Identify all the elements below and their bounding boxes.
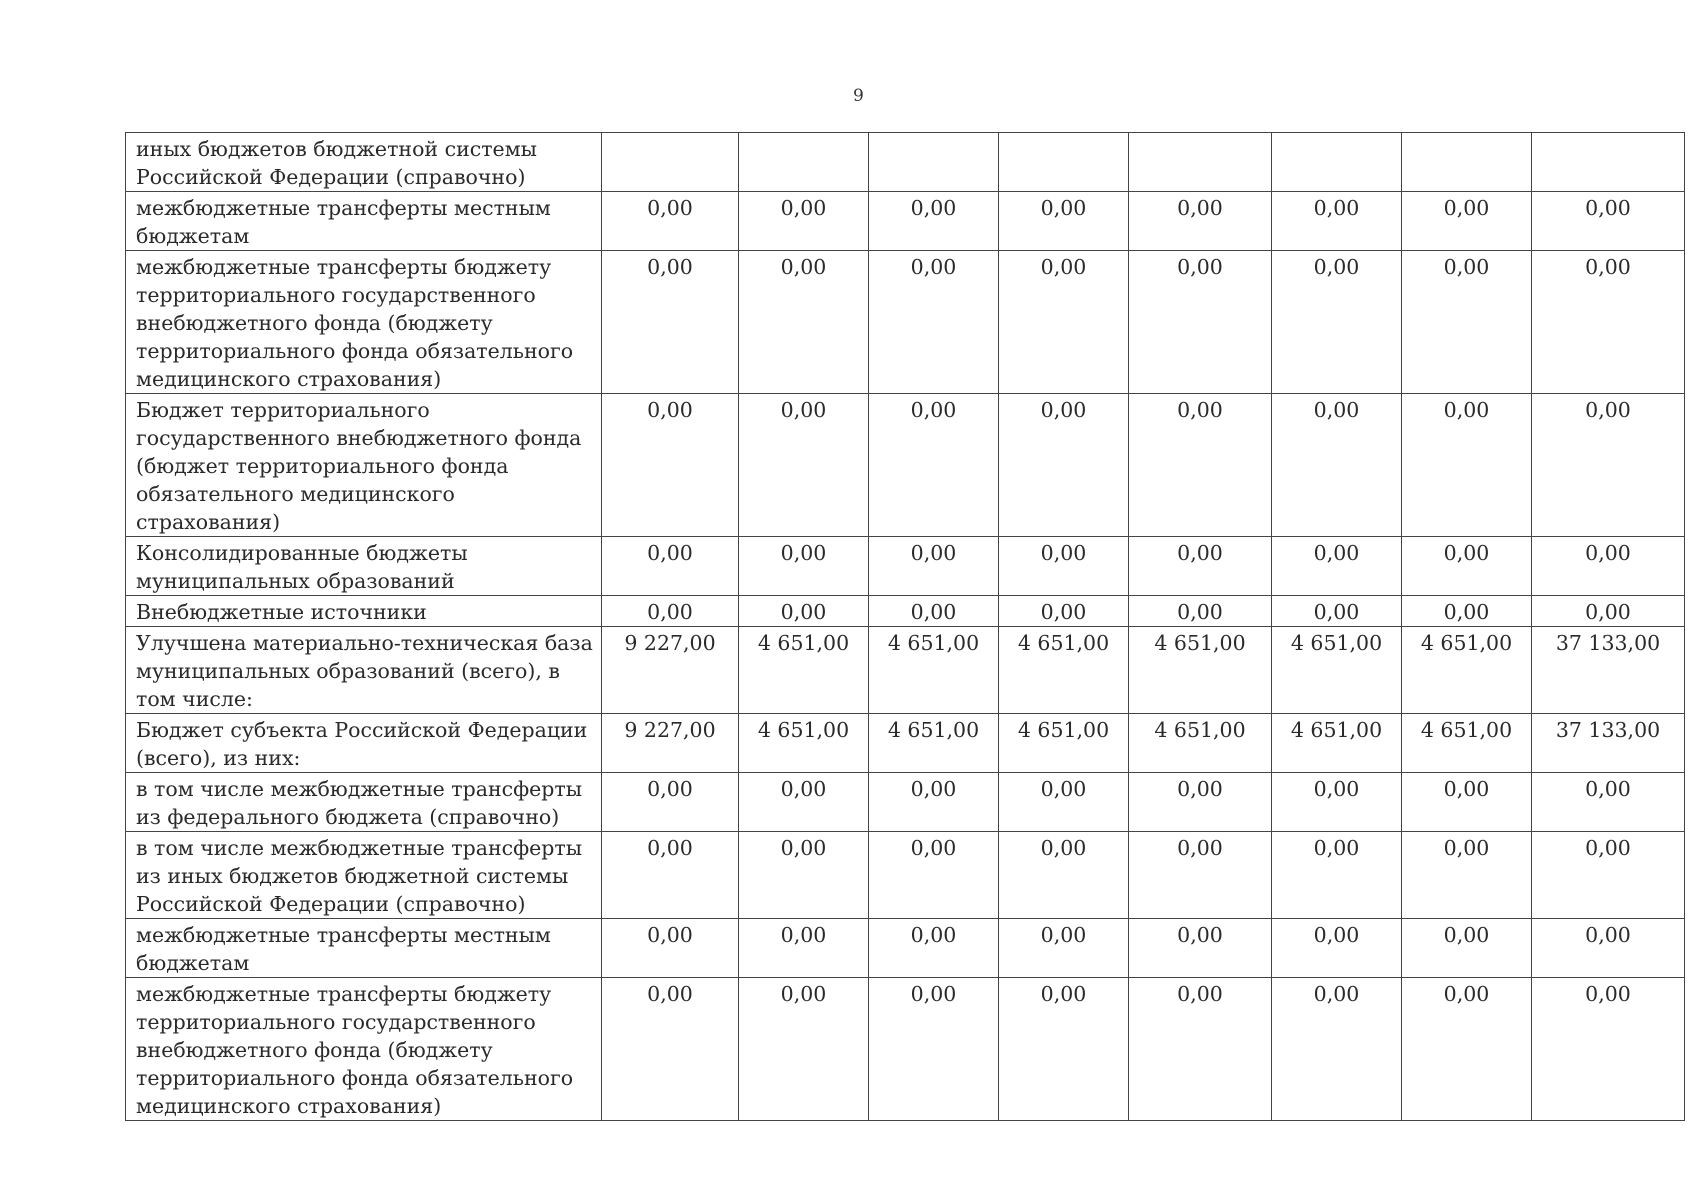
value-cell: 0,00 <box>739 537 869 596</box>
value-cell: 0,00 <box>602 537 739 596</box>
value-cell: 4 651,00 <box>1129 627 1272 714</box>
row-label: в том числе межбюджетные трансферты из иных бюджетов бюджетной системы Российской Федерации (справочно) <box>126 832 602 919</box>
value-cell: 0,00 <box>869 251 999 394</box>
value-cell: 37 133,00 <box>1532 627 1685 714</box>
value-cell: 0,00 <box>1402 251 1532 394</box>
value-cell: 0,00 <box>1129 596 1272 627</box>
value-cell <box>869 133 999 192</box>
value-cell: 0,00 <box>739 978 869 1121</box>
value-cell: 0,00 <box>999 251 1129 394</box>
value-cell: 0,00 <box>1532 773 1685 832</box>
value-cell: 0,00 <box>999 978 1129 1121</box>
value-cell: 0,00 <box>1532 537 1685 596</box>
value-cell: 0,00 <box>1532 192 1685 251</box>
value-cell: 9 227,00 <box>602 714 739 773</box>
row-label: в том числе межбюджетные трансферты из федерального бюджета (справочно) <box>126 773 602 832</box>
value-cell: 0,00 <box>739 251 869 394</box>
value-cell: 0,00 <box>869 978 999 1121</box>
value-cell: 0,00 <box>1402 773 1532 832</box>
value-cell: 0,00 <box>1272 832 1402 919</box>
value-cell: 0,00 <box>1402 832 1532 919</box>
value-cell: 0,00 <box>739 919 869 978</box>
value-cell: 0,00 <box>1129 978 1272 1121</box>
value-cell: 0,00 <box>1532 919 1685 978</box>
row-label: Консолидированные бюджеты муниципальных образований <box>126 537 602 596</box>
value-cell: 0,00 <box>999 394 1129 537</box>
value-cell: 0,00 <box>1272 192 1402 251</box>
value-cell <box>1532 133 1685 192</box>
value-cell: 4 651,00 <box>739 714 869 773</box>
value-cell: 0,00 <box>602 394 739 537</box>
value-cell: 0,00 <box>1532 832 1685 919</box>
value-cell: 0,00 <box>739 832 869 919</box>
value-cell: 0,00 <box>999 773 1129 832</box>
value-cell: 0,00 <box>739 773 869 832</box>
value-cell: 0,00 <box>869 596 999 627</box>
value-cell: 4 651,00 <box>869 714 999 773</box>
value-cell: 0,00 <box>869 192 999 251</box>
value-cell: 0,00 <box>869 832 999 919</box>
value-cell: 0,00 <box>1272 537 1402 596</box>
row-label: Бюджет территориального государственного внебюджетного фонда (бюджет территориального фонда обязательного медицинского страхования) <box>126 394 602 537</box>
value-cell: 4 651,00 <box>1272 714 1402 773</box>
value-cell: 0,00 <box>1129 832 1272 919</box>
value-cell: 0,00 <box>1532 596 1685 627</box>
value-cell: 0,00 <box>1272 251 1402 394</box>
value-cell: 0,00 <box>1129 192 1272 251</box>
value-cell: 0,00 <box>869 919 999 978</box>
value-cell: 4 651,00 <box>1402 627 1532 714</box>
value-cell <box>1129 133 1272 192</box>
value-cell: 0,00 <box>602 251 739 394</box>
value-cell <box>1272 133 1402 192</box>
value-cell: 0,00 <box>1272 978 1402 1121</box>
value-cell: 0,00 <box>1272 394 1402 537</box>
row-label: межбюджетные трансферты бюджету территориального государственного внебюджетного фонда (бюджету территориального фонда обязательного медицинского страхования) <box>126 978 602 1121</box>
value-cell: 0,00 <box>869 394 999 537</box>
table-row <box>126 192 1685 251</box>
table-row <box>126 596 1685 627</box>
table-row <box>126 133 1685 192</box>
row-label: Внебюджетные источники <box>126 596 602 627</box>
value-cell: 4 651,00 <box>1272 627 1402 714</box>
value-cell: 0,00 <box>1532 978 1685 1121</box>
row-label: иных бюджетов бюджетной системы Российской Федерации (справочно) <box>126 133 602 192</box>
value-cell: 4 651,00 <box>999 714 1129 773</box>
table-row <box>126 627 1685 714</box>
value-cell: 0,00 <box>1272 596 1402 627</box>
table-row <box>126 714 1685 773</box>
value-cell: 0,00 <box>1272 919 1402 978</box>
value-cell: 4 651,00 <box>739 627 869 714</box>
table-row <box>126 773 1685 832</box>
value-cell: 0,00 <box>1129 919 1272 978</box>
value-cell: 0,00 <box>1532 251 1685 394</box>
value-cell <box>739 133 869 192</box>
table-row <box>126 919 1685 978</box>
row-label: Улучшена материально-техническая база муниципальных образований (всего), в том числе: <box>126 627 602 714</box>
value-cell: 37 133,00 <box>1532 714 1685 773</box>
value-cell: 0,00 <box>1129 537 1272 596</box>
value-cell: 0,00 <box>1532 394 1685 537</box>
value-cell <box>999 133 1129 192</box>
row-label: Бюджет субъекта Российской Федерации (всего), из них: <box>126 714 602 773</box>
value-cell: 4 651,00 <box>999 627 1129 714</box>
value-cell: 0,00 <box>602 773 739 832</box>
value-cell <box>602 133 739 192</box>
table-row <box>126 251 1685 394</box>
row-label: межбюджетные трансферты местным бюджетам <box>126 919 602 978</box>
value-cell: 0,00 <box>602 978 739 1121</box>
value-cell: 0,00 <box>1129 773 1272 832</box>
value-cell: 0,00 <box>999 919 1129 978</box>
value-cell: 0,00 <box>739 192 869 251</box>
value-cell: 9 227,00 <box>602 627 739 714</box>
value-cell: 0,00 <box>869 773 999 832</box>
value-cell: 0,00 <box>1402 596 1532 627</box>
value-cell: 0,00 <box>1129 394 1272 537</box>
value-cell: 0,00 <box>1272 773 1402 832</box>
table-row <box>126 978 1685 1121</box>
value-cell <box>1402 133 1532 192</box>
table-row <box>126 394 1685 537</box>
value-cell: 0,00 <box>602 919 739 978</box>
value-cell: 4 651,00 <box>1402 714 1532 773</box>
page-number: 9 <box>853 86 864 106</box>
value-cell: 0,00 <box>1402 537 1532 596</box>
value-cell: 0,00 <box>602 832 739 919</box>
value-cell: 0,00 <box>739 596 869 627</box>
value-cell: 4 651,00 <box>869 627 999 714</box>
value-cell: 0,00 <box>999 192 1129 251</box>
value-cell: 0,00 <box>1402 192 1532 251</box>
value-cell: 0,00 <box>602 192 739 251</box>
value-cell: 0,00 <box>999 596 1129 627</box>
value-cell: 4 651,00 <box>1129 714 1272 773</box>
value-cell: 0,00 <box>602 596 739 627</box>
table-row <box>126 537 1685 596</box>
value-cell: 0,00 <box>1402 394 1532 537</box>
value-cell: 0,00 <box>999 832 1129 919</box>
budget-table-body <box>126 133 1685 1121</box>
value-cell: 0,00 <box>1402 978 1532 1121</box>
value-cell: 0,00 <box>1402 919 1532 978</box>
table-row <box>126 832 1685 919</box>
row-label: межбюджетные трансферты бюджету территориального государственного внебюджетного фонда (бюджету территориального фонда обязательного медицинского страхования) <box>126 251 602 394</box>
budget-table <box>125 132 1685 1121</box>
row-label: межбюджетные трансферты местным бюджетам <box>126 192 602 251</box>
value-cell: 0,00 <box>739 394 869 537</box>
value-cell: 0,00 <box>869 537 999 596</box>
value-cell: 0,00 <box>1129 251 1272 394</box>
value-cell: 0,00 <box>999 537 1129 596</box>
